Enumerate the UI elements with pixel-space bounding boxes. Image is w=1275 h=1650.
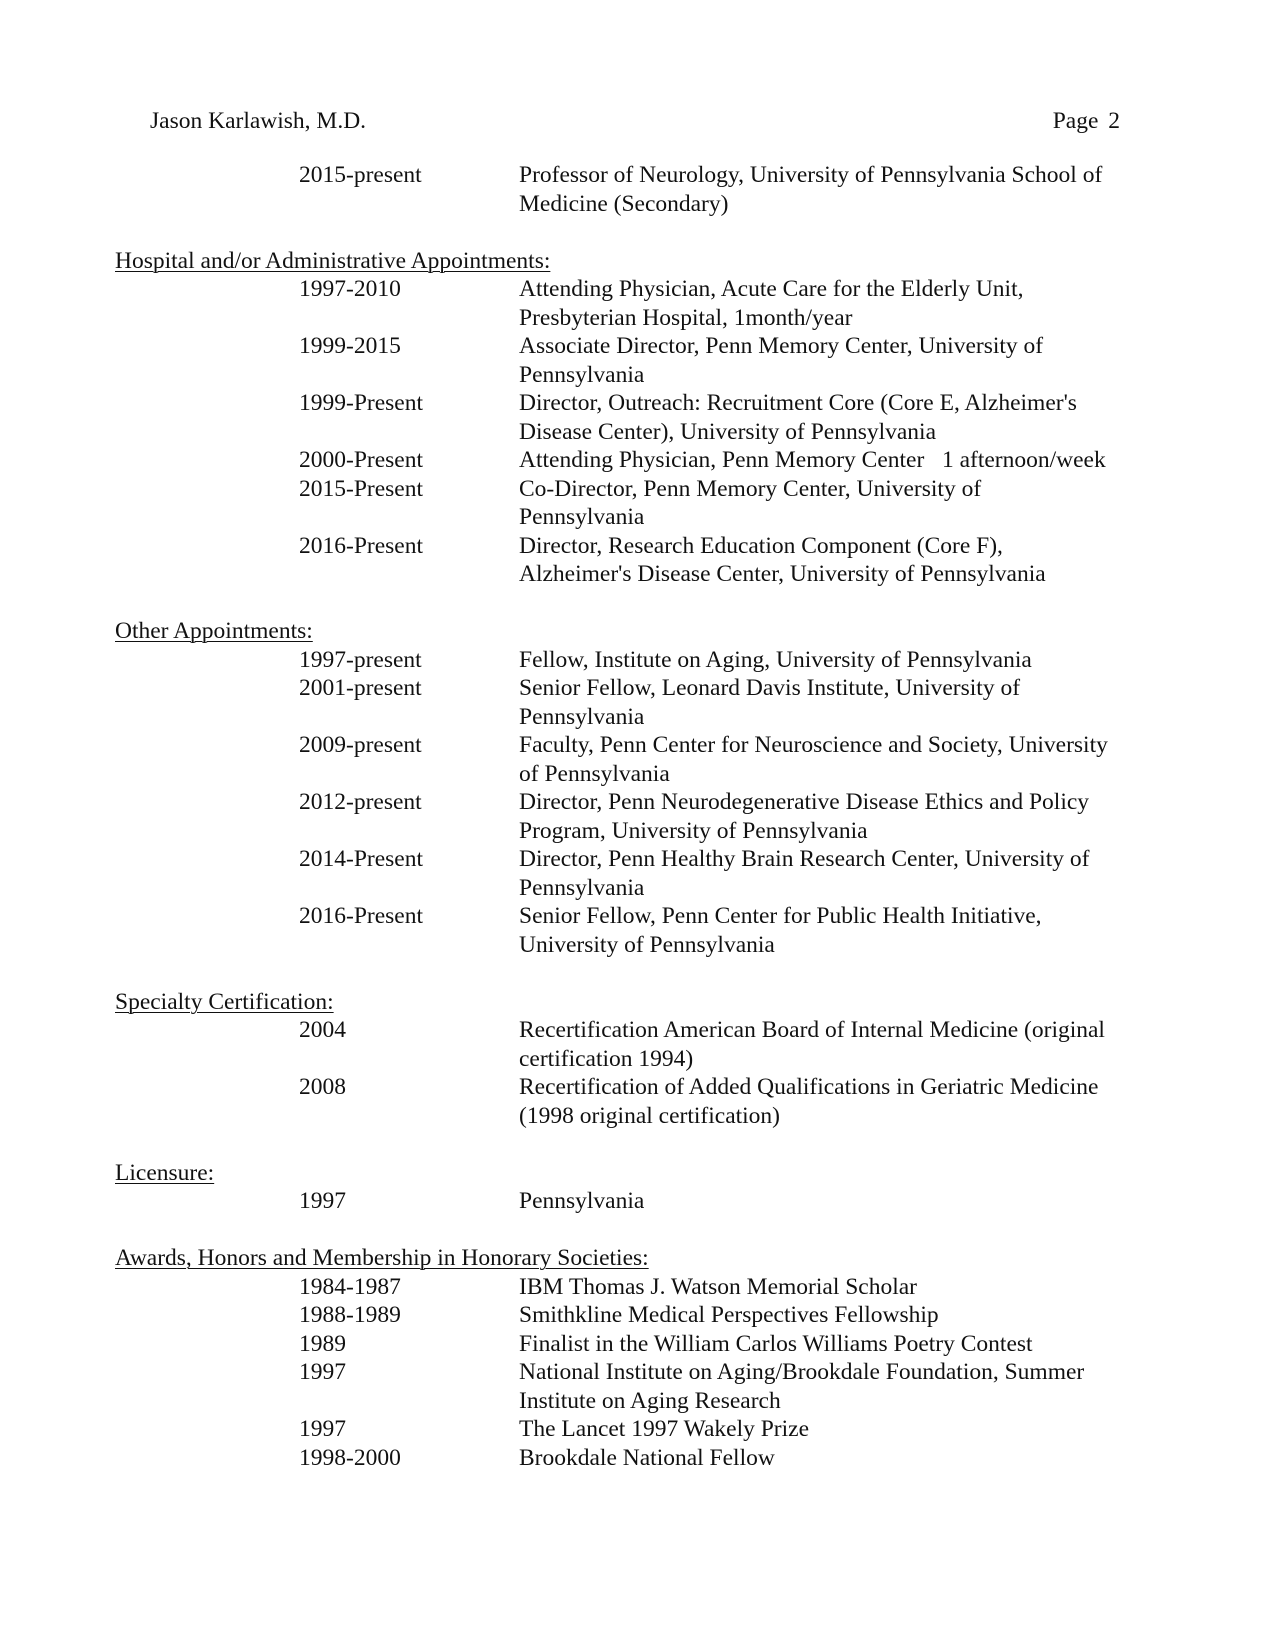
entry-description: Faculty, Penn Center for Neuroscience and Society, University of Pennsylvania [519,732,1108,787]
cv-entry [0,902,1275,959]
entry-description: Director, Outreach: Recruitment Core (Core E, Alzheimer's Disease Center), University of Pennsylvania [519,390,1077,445]
cv-entry [0,1415,1275,1444]
entry-description: Senior Fellow, Leonard Davis Institute, University of Pennsylvania [519,675,1021,730]
entry-date: 2016-Present [299,532,424,559]
entry-description: Fellow, Institute on Aging, University of Pennsylvania [519,646,1032,673]
entry-date: 2008 [299,1074,346,1100]
entry-description: Director, Penn Neurodegenerative Disease Ethics and Policy Program, University of Pennsylvania [519,789,1090,844]
entry-description: National Institute on Aging/Brookdale Foundation, Summer Institute on Aging Research [519,1359,1085,1414]
entry-description: Smithkline Medical Perspectives Fellowship [519,1302,939,1328]
section-heading: Specialty Certification: [115,988,334,1015]
entry-date: 2016-Present [299,903,424,929]
cv-entry [0,389,1275,446]
cv-entry [0,161,1275,218]
entry-description: IBM Thomas J. Watson Memorial Scholar [519,1273,918,1300]
entry-date: 2014-Present [299,846,424,872]
entry-date: 2001-present [299,675,422,701]
cv-entry [0,731,1275,788]
entry-description: Co-Director, Penn Memory Center, University of Pennsylvania [519,475,982,530]
page-header [150,106,1120,136]
entry-date: 1999-2015 [299,333,401,359]
cv-entry [0,1301,1275,1330]
section-spacer [0,218,1275,247]
entry-description: Director, Penn Healthy Brain Research Center, University of Pennsylvania [519,846,1090,901]
cv-section [0,988,1275,1131]
entry-date: 1997-2010 [299,276,401,302]
cv-entry [0,1273,1275,1302]
cv-entry [0,275,1275,332]
section-spacer [0,1130,1275,1159]
entry-date: 1997-present [299,646,422,673]
entry-date: 1999-Present [299,390,424,416]
entry-description: Attending Physician, Penn Memory Center 1 afternoon/week [519,447,1106,473]
cv-section [0,1159,1275,1216]
section-spacer [0,959,1275,988]
cv-entry [0,1187,1275,1216]
cv-entry [0,532,1275,589]
entry-description: Recertification American Board of Internal Medicine (original certification 1994) [519,1017,1105,1072]
cv-entry [0,1330,1275,1359]
entry-description: The Lancet 1997 Wakely Prize [519,1416,810,1442]
entry-date: 1988-1989 [299,1302,401,1328]
entry-date: 2015-Present [299,475,424,502]
cv-section [0,617,1275,959]
entry-date: 1997 [299,1416,346,1442]
cv-entry [0,332,1275,389]
section-heading: Awards, Honors and Membership in Honorary Societies: [115,1245,649,1271]
cv-entry [0,475,1275,532]
author-name: Jason Karlawish, M.D. [150,108,367,134]
cv-entry [0,1444,1275,1473]
entry-description: Associate Director, Penn Memory Center, University of Pennsylvania [519,333,1044,388]
cv-entry [0,446,1275,475]
entry-date: 2015-present [299,162,422,188]
cv-entry [0,845,1275,902]
entry-description: Pennsylvania [519,1188,645,1214]
section-heading: Hospital and/or Administrative Appointments: [115,247,551,274]
section-heading: Other Appointments: [115,618,313,644]
page-number: Page 2 [1052,108,1120,134]
entry-description: Brookdale National Fellow [519,1444,775,1471]
entry-description: Recertification of Added Qualifications in Geriatric Medicine (1998 original certification) [519,1074,1099,1129]
cv-content [0,161,1275,1472]
entry-description: Finalist in the William Carlos Williams Poetry Contest [519,1330,1033,1357]
entry-date: 2004 [299,1017,346,1043]
cv-entry [0,674,1275,731]
entry-date: 1998-2000 [299,1444,401,1471]
entry-description: Senior Fellow, Penn Center for Public Health Initiative, University of Pennsylvania [519,903,1042,958]
entry-date: 1984-1987 [299,1273,401,1300]
cv-entry [0,1073,1275,1130]
cv-entry [0,1358,1275,1415]
entry-description: Director, Research Education Component (Core F), Alzheimer's Disease Center, University of Pennsylvania [519,532,1046,587]
entry-date: 2000-Present [299,447,424,473]
entry-date: 1997 [299,1359,346,1385]
entry-description: Attending Physician, Acute Care for the Elderly Unit, Presbyterian Hospital, 1month/year [519,276,1024,331]
cv-section [0,1244,1275,1472]
entry-description: Professor of Neurology, University of Pennsylvania School of Medicine (Secondary) [519,162,1103,217]
section-heading: Licensure: [115,1159,215,1186]
entry-date: 1989 [299,1330,346,1357]
section-spacer [0,589,1275,618]
entry-date: 2012-present [299,789,422,815]
section-spacer [0,1216,1275,1245]
entry-date: 2009-present [299,732,422,758]
cv-entry [0,1016,1275,1073]
entry-date: 1997 [299,1188,346,1214]
cv-entry [0,646,1275,675]
cv-entry [0,788,1275,845]
cv-section [0,247,1275,589]
